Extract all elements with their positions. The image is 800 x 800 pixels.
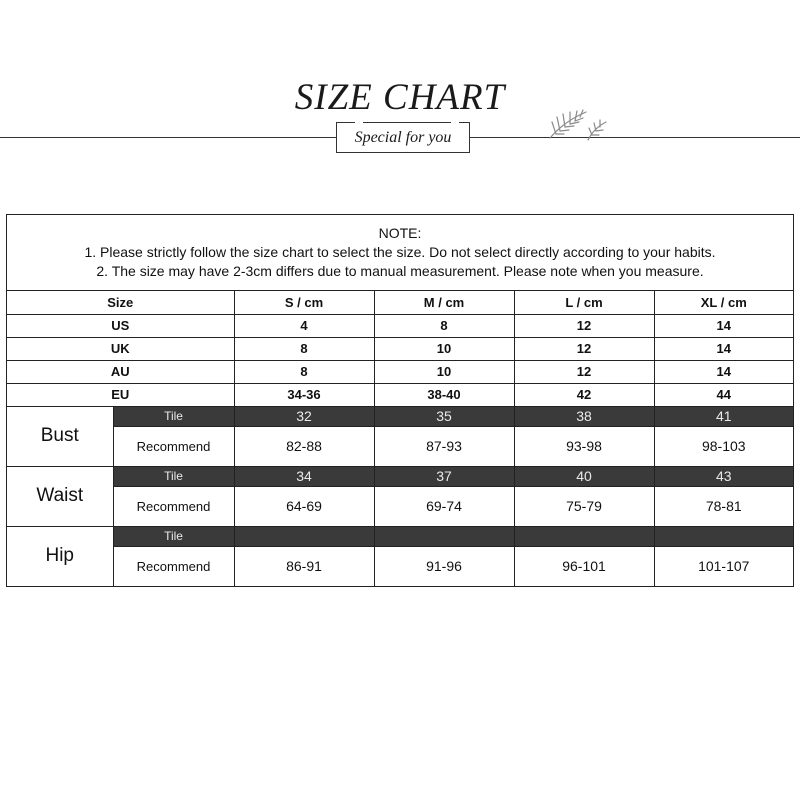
col-header-m: M / cm bbox=[374, 291, 514, 314]
title-divider-right bbox=[470, 137, 800, 138]
table-cell: 96-101 bbox=[514, 546, 654, 586]
table-cell: 14 bbox=[654, 314, 793, 337]
table-cell: 4 bbox=[234, 314, 374, 337]
table-cell: 101-107 bbox=[654, 546, 793, 586]
col-header-size: Size bbox=[7, 291, 234, 314]
page-title: SIZE CHART bbox=[294, 77, 506, 118]
table-cell: 78-81 bbox=[654, 486, 793, 526]
table-cell: 14 bbox=[654, 337, 793, 360]
tile-label: Tile bbox=[113, 406, 234, 426]
table-cell: 34-36 bbox=[234, 383, 374, 406]
table-row bbox=[7, 337, 793, 360]
col-header-xl: XL / cm bbox=[654, 291, 793, 314]
header-row bbox=[7, 291, 793, 314]
table-cell: 10 bbox=[374, 360, 514, 383]
measure-hip: Hip bbox=[7, 526, 113, 586]
note-line-1: 1. Please strictly follow the size chart to select the size. Do not select directly according to your habits. bbox=[84, 244, 716, 260]
measure-waist: Waist bbox=[7, 466, 113, 526]
tile-label: Tile bbox=[113, 526, 234, 546]
table-cell: 37 bbox=[374, 466, 514, 486]
col-header-s: S / cm bbox=[234, 291, 374, 314]
table-cell: 12 bbox=[514, 337, 654, 360]
subtitle-badge: Special for you bbox=[336, 122, 470, 153]
table-cell: 41 bbox=[654, 406, 793, 426]
region-uk: UK bbox=[7, 337, 234, 360]
table-cell: 69-74 bbox=[374, 486, 514, 526]
table-cell: 40 bbox=[514, 466, 654, 486]
region-us: US bbox=[7, 314, 234, 337]
table-row bbox=[7, 526, 793, 546]
note-box bbox=[7, 215, 793, 291]
table-cell: 14 bbox=[654, 360, 793, 383]
table-row bbox=[7, 486, 793, 526]
table-cell bbox=[514, 526, 654, 546]
table-row bbox=[7, 383, 793, 406]
note-heading: NOTE: bbox=[378, 225, 422, 241]
table-cell: 34 bbox=[234, 466, 374, 486]
recommend-label: Recommend bbox=[113, 546, 234, 586]
table-cell bbox=[654, 526, 793, 546]
table-cell: 12 bbox=[514, 314, 654, 337]
table-row bbox=[7, 314, 793, 337]
table-cell: 44 bbox=[654, 383, 793, 406]
table-cell: 93-98 bbox=[514, 426, 654, 466]
tile-label: Tile bbox=[113, 466, 234, 486]
table-cell: 35 bbox=[374, 406, 514, 426]
measure-bust: Bust bbox=[7, 406, 113, 466]
table-cell: 86-91 bbox=[234, 546, 374, 586]
recommend-label: Recommend bbox=[113, 426, 234, 466]
table-cell: 42 bbox=[514, 383, 654, 406]
col-header-l: L / cm bbox=[514, 291, 654, 314]
table-cell: 38 bbox=[514, 406, 654, 426]
title-divider-left bbox=[0, 137, 336, 138]
table-cell: 8 bbox=[234, 337, 374, 360]
palm-leaf-icon bbox=[542, 108, 610, 142]
recommend-label: Recommend bbox=[113, 486, 234, 526]
region-au: AU bbox=[7, 360, 234, 383]
region-eu: EU bbox=[7, 383, 234, 406]
table-row bbox=[7, 426, 793, 466]
table-cell: 38-40 bbox=[374, 383, 514, 406]
table-cell: 75-79 bbox=[514, 486, 654, 526]
table-cell: 64-69 bbox=[234, 486, 374, 526]
table-cell: 12 bbox=[514, 360, 654, 383]
table-cell: 91-96 bbox=[374, 546, 514, 586]
table-row bbox=[7, 466, 793, 486]
table-cell: 82-88 bbox=[234, 426, 374, 466]
table-row bbox=[7, 546, 793, 586]
table-row bbox=[7, 406, 793, 426]
table-cell: 10 bbox=[374, 337, 514, 360]
table-cell: 98-103 bbox=[654, 426, 793, 466]
note-line-2: 2. The size may have 2-3cm differs due to manual measurement. Please note when you measure. bbox=[96, 263, 704, 279]
table-cell bbox=[234, 526, 374, 546]
table-cell: 87-93 bbox=[374, 426, 514, 466]
size-table bbox=[7, 291, 793, 587]
table-cell bbox=[374, 526, 514, 546]
table-cell: 8 bbox=[374, 314, 514, 337]
table-cell: 43 bbox=[654, 466, 793, 486]
table-cell: 8 bbox=[234, 360, 374, 383]
table-row bbox=[7, 360, 793, 383]
size-chart bbox=[6, 214, 794, 587]
table-cell: 32 bbox=[234, 406, 374, 426]
